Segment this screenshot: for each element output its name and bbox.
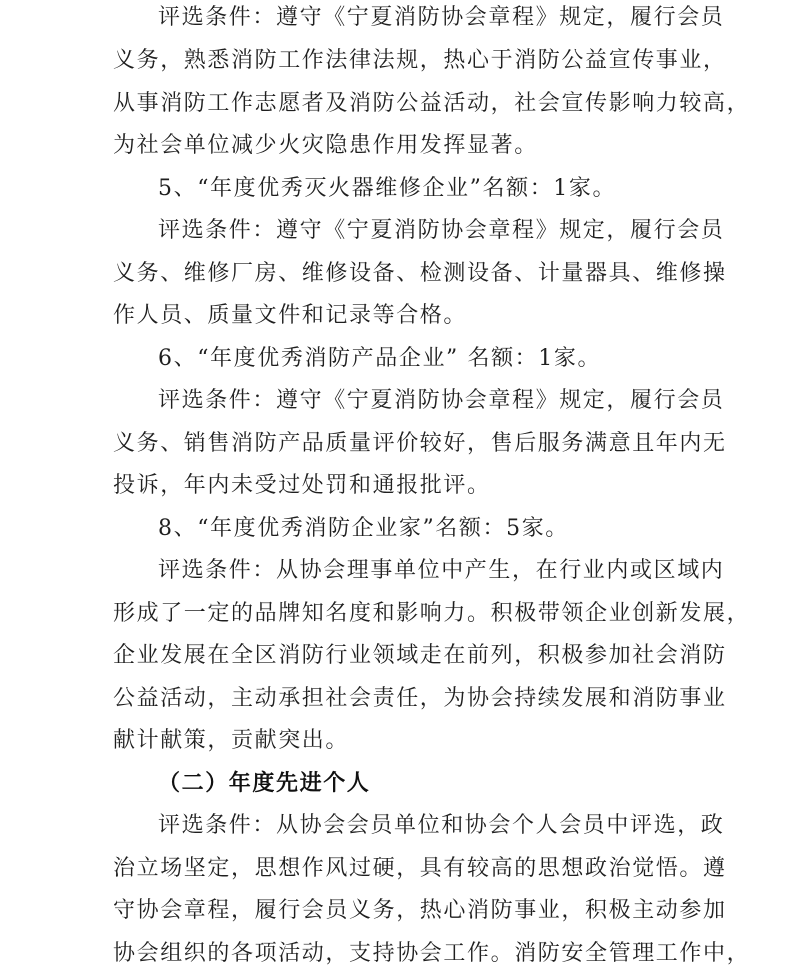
text-line: 公益活动，主动承担社会责任，为协会持续发展和消防事业: [113, 686, 727, 711]
item-heading-8: 8、“年度优秀消防企业家”名额：5家。: [158, 516, 569, 541]
text-line: 评选条件：从协会理事单位中产生，在行业内或区域内: [158, 558, 725, 583]
text-line: 企业发展在全区消防行业领域走在前列，积极参加社会消防: [113, 643, 727, 668]
item-heading-5: 5、“年度优秀灭火器维修企业”名额：1家。: [158, 176, 617, 201]
text-line: 评选条件：遵守《宁夏消防协会章程》规定，履行会员: [158, 5, 725, 30]
item-heading-6: 6、“年度优秀消防产品企业” 名额：1家。: [158, 346, 602, 371]
text-line: 投诉，年内未受过处罚和通报批评。: [113, 473, 491, 498]
text-line: 作人员、质量文件和记录等合格。: [113, 303, 468, 328]
text-line: 义务，熟悉消防工作法律法规，热心于消防公益宣传事业，: [113, 48, 727, 73]
text-line: 评选条件：遵守《宁夏消防协会章程》规定，履行会员: [158, 218, 725, 243]
text-line: 协会组织的各项活动，支持协会工作。消防安全管理工作中，: [113, 941, 751, 966]
text-line: 义务、销售消防产品质量评价较好，售后服务满意且年内无: [113, 431, 727, 456]
text-line: 义务、维修厂房、维修设备、检测设备、计量器具、维修操: [113, 261, 727, 286]
text-line: 守协会章程，履行会员义务，热心消防事业，积极主动参加: [113, 898, 727, 923]
section-heading: （二）年度先进个人: [158, 771, 371, 796]
text-line: 为社会单位减少火灾隐患作用发挥显著。: [113, 133, 538, 158]
text-line: 从事消防工作志愿者及消防公益活动，社会宣传影响力较高，: [113, 91, 751, 116]
text-line: 形成了一定的品牌知名度和影响力。积极带领企业创新发展，: [113, 601, 751, 626]
text-line: 献计献策，贡献突出。: [113, 728, 350, 753]
text-line: 治立场坚定，思想作风过硬，具有较高的思想政治觉悟。遵: [113, 856, 727, 881]
text-line: 评选条件：从协会会员单位和协会个人会员中评选，政: [158, 813, 725, 838]
text-line: 评选条件：遵守《宁夏消防协会章程》规定，履行会员: [158, 388, 725, 413]
